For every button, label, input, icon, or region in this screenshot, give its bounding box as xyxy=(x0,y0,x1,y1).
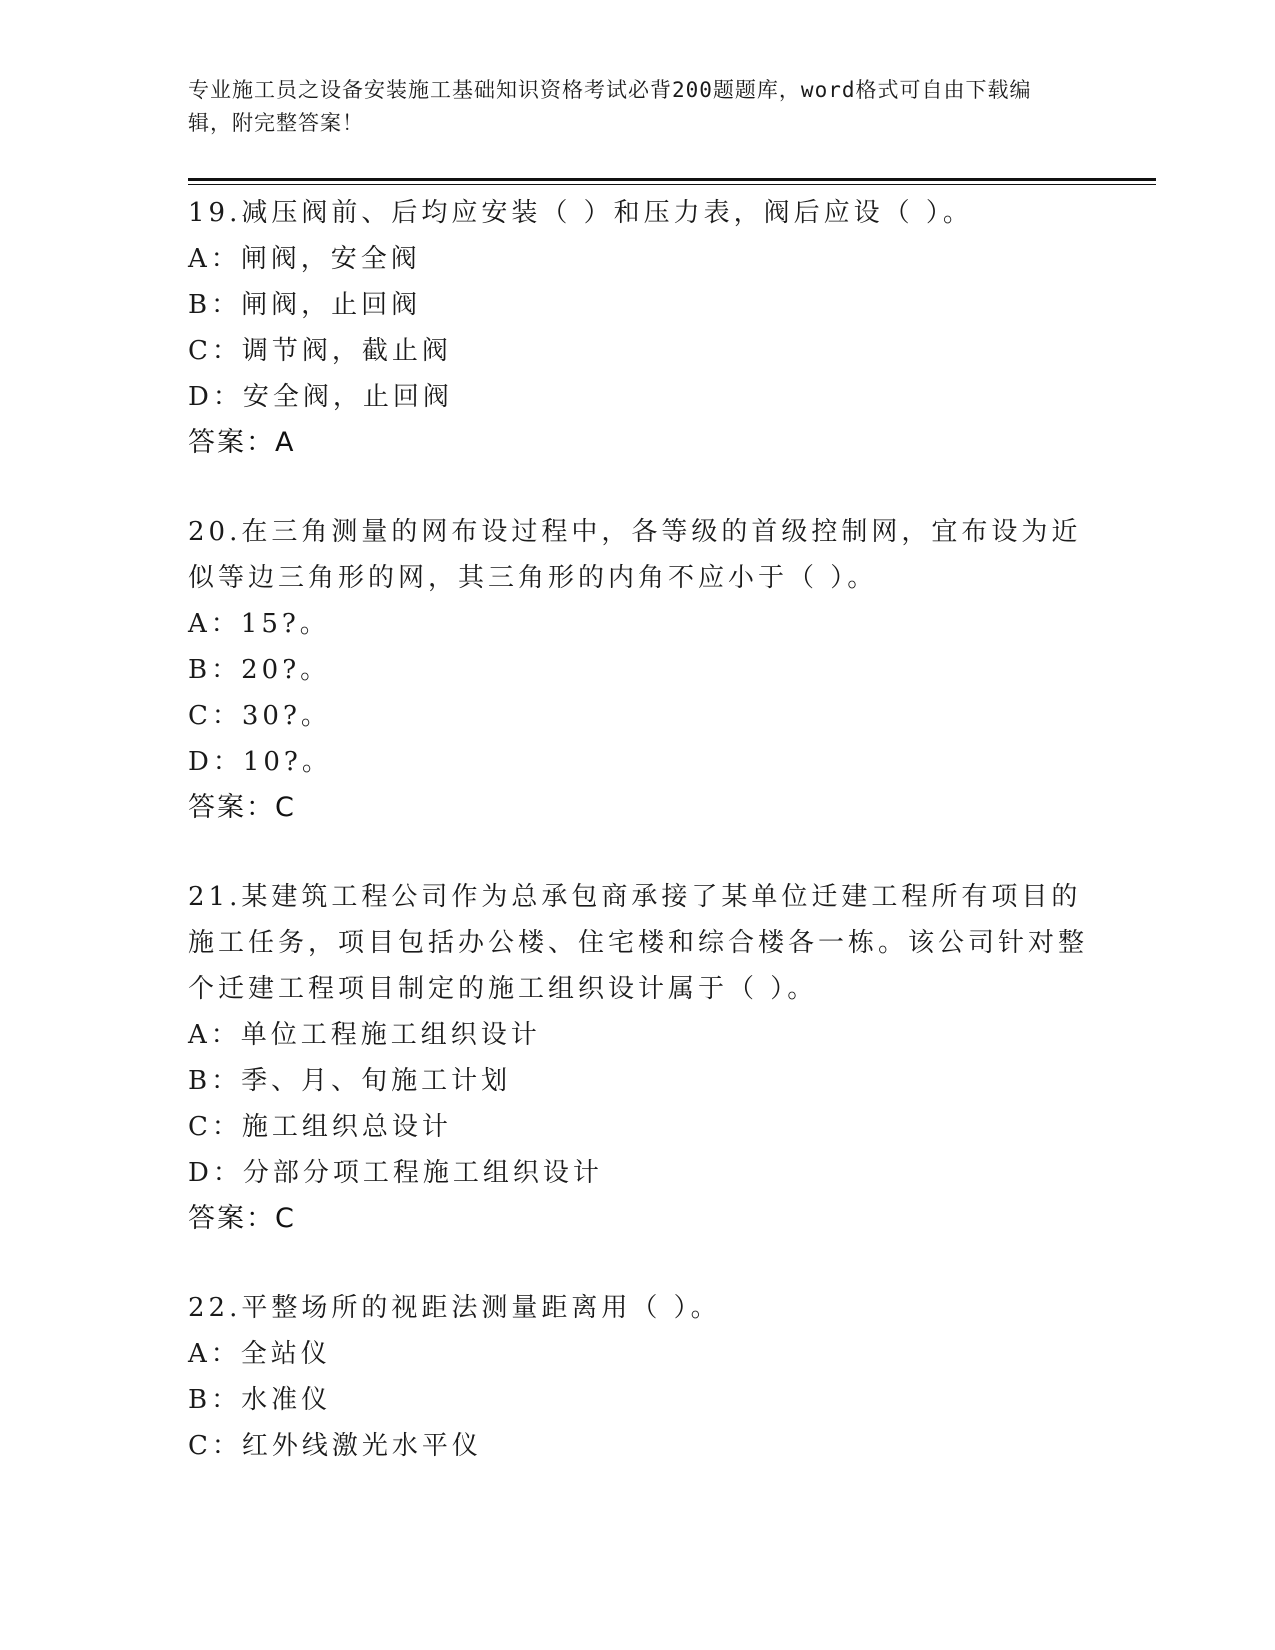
answer: 答案：C xyxy=(188,1203,296,1234)
answer: 答案：C xyxy=(188,792,296,823)
question-list xyxy=(188,190,1088,1512)
option-d: D：分部分项工程施工组织设计 xyxy=(188,1158,603,1188)
option-a: A：15?。 xyxy=(188,609,330,639)
question-22 xyxy=(188,1285,1088,1469)
question-19 xyxy=(188,190,1088,466)
option-d: D：10?。 xyxy=(188,747,332,777)
question-stem: 22.平整场所的视距法测量距离用（ ）。 xyxy=(188,1293,721,1323)
header-rule-thick xyxy=(188,178,1156,181)
option-b: B：20?。 xyxy=(188,655,331,685)
question-stem: 20.在三角测量的网布设过程中，各等级的首级控制网，宜布设为近似等边三角形的网，其三角形的内角不应小于（ ）。 xyxy=(188,517,1082,593)
option-b: B：水准仪 xyxy=(188,1385,332,1415)
option-c: C：施工组织总设计 xyxy=(188,1112,452,1142)
header-rule-thin xyxy=(188,184,1156,185)
option-b: B：闸阀，止回阀 xyxy=(188,290,422,320)
option-c: C：调节阀，截止阀 xyxy=(188,336,452,366)
option-c: C：30?。 xyxy=(188,701,331,731)
option-b: B：季、月、旬施工计划 xyxy=(188,1066,512,1096)
option-c: C：红外线激光水平仪 xyxy=(188,1431,482,1461)
question-stem: 19.减压阀前、后均应安装（ ）和压力表，阀后应设（ ）。 xyxy=(188,198,973,228)
page-header: 专业施工员之设备安装施工基础知识资格考试必背200题题库，word格式可自由下载编辑，附完整答案！ xyxy=(188,78,1032,135)
option-a: A：单位工程施工组织设计 xyxy=(188,1020,541,1050)
question-20 xyxy=(188,509,1088,831)
option-a: A：全站仪 xyxy=(188,1339,331,1369)
question-stem: 21.某建筑工程公司作为总承包商承接了某单位迁建工程所有项目的施工任务，项目包括办公楼、住宅楼和综合楼各一栋。该公司针对整个迁建工程项目制定的施工组织设计属于（ ）。 xyxy=(188,882,1089,1004)
option-a: A：闸阀，安全阀 xyxy=(188,244,421,274)
answer: 答案：A xyxy=(188,427,296,458)
option-d: D：安全阀，止回阀 xyxy=(188,382,453,412)
question-21 xyxy=(188,874,1088,1242)
